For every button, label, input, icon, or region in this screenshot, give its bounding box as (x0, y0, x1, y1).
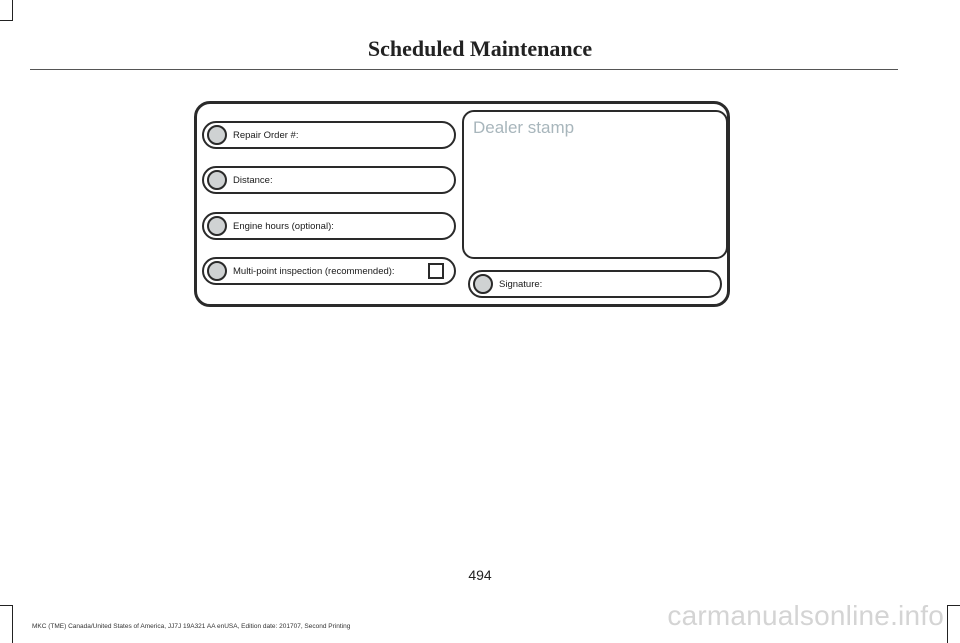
inspection-checkbox[interactable] (428, 263, 444, 279)
multi-point-inspection-label: Multi-point inspection (recommended): (233, 265, 395, 277)
edition-footer: MKC (TME) Canada/United States of America, JJ7J 19A321 AA enUSA, Edition date: 201707, Second Printing (32, 623, 351, 630)
distance-field[interactable] (202, 166, 456, 194)
site-watermark: carmanualsonline.info (667, 600, 944, 631)
page-title: Scheduled Maintenance (367, 36, 593, 61)
crop-mark-bottom-right-v (947, 605, 948, 643)
engine-hours-field[interactable] (202, 212, 456, 240)
dealer-stamp-label: Dealer stamp (473, 118, 575, 137)
dealer-stamp-box (462, 110, 728, 259)
crop-mark-bottom-left-h (0, 605, 13, 606)
crop-mark-bottom-left-v (12, 605, 13, 643)
page-number: 494 (468, 567, 492, 583)
repair-order-field[interactable] (202, 121, 456, 149)
crop-mark-bottom-right-h (947, 605, 960, 606)
crop-mark-top-left-h (0, 20, 13, 21)
field-bullet-icon (207, 170, 227, 190)
crop-mark-top-left-v (12, 0, 13, 20)
signature-field[interactable] (468, 270, 722, 298)
engine-hours-label: Engine hours (optional): (233, 220, 334, 232)
header-divider (30, 69, 898, 70)
field-bullet-icon (207, 261, 227, 281)
multi-point-inspection-field[interactable] (202, 257, 456, 285)
distance-label: Distance: (233, 174, 273, 186)
repair-order-label: Repair Order #: (233, 129, 299, 141)
field-bullet-icon (207, 216, 227, 236)
field-bullet-icon (473, 274, 493, 294)
signature-label: Signature: (499, 278, 543, 290)
field-bullet-icon (207, 125, 227, 145)
